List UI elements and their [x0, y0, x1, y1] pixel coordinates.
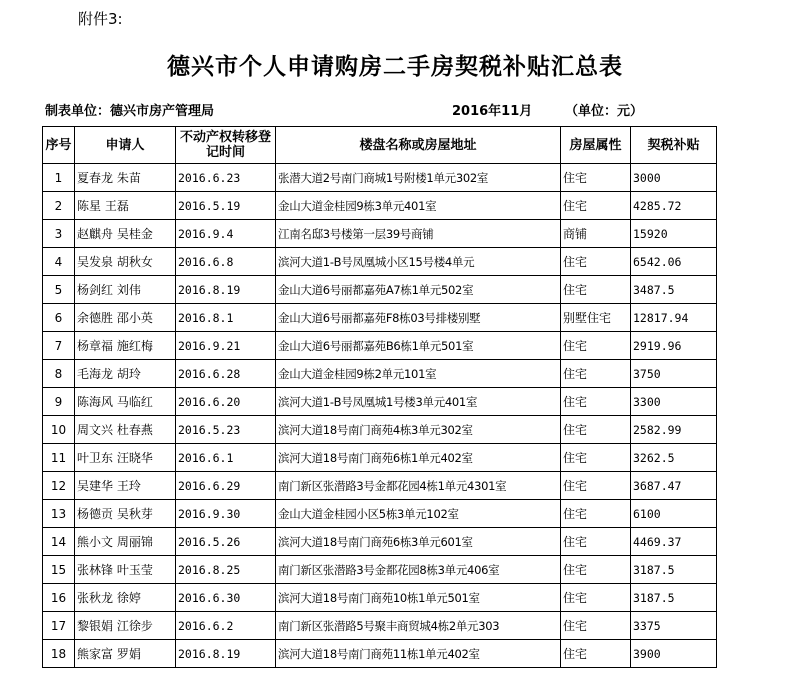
cell-index: 17 — [43, 612, 75, 640]
cell-applicant: 杨章福 施红梅 — [75, 332, 176, 360]
cell-subsidy: 3187.5 — [631, 584, 717, 612]
cell-date: 2016.5.23 — [176, 416, 276, 444]
currency-unit: （单位：元） — [565, 104, 644, 119]
issuing-unit: 制表单位：德兴市房产管理局 — [45, 104, 215, 119]
cell-subsidy: 15920 — [631, 220, 717, 248]
cell-index: 8 — [43, 360, 75, 388]
cell-index: 5 — [43, 276, 75, 304]
cell-applicant: 杨德贡 吴秋芽 — [75, 500, 176, 528]
cell-date: 2016.6.20 — [176, 388, 276, 416]
cell-date: 2016.5.19 — [176, 192, 276, 220]
cell-date: 2016.6.28 — [176, 360, 276, 388]
cell-address: 滨河大道18号南门商苑10栋1单元501室 — [276, 584, 561, 612]
cell-index: 2 — [43, 192, 75, 220]
cell-index: 7 — [43, 332, 75, 360]
table-row — [43, 360, 717, 388]
cell-type: 住宅 — [561, 472, 631, 500]
cell-subsidy: 3750 — [631, 360, 717, 388]
cell-type: 住宅 — [561, 612, 631, 640]
cell-applicant: 周文兴 杜春燕 — [75, 416, 176, 444]
table-row — [43, 444, 717, 472]
cell-address: 滨河大道1-B号凤凰城小区15号楼4单元 — [276, 248, 561, 276]
cell-date: 2016.6.23 — [176, 164, 276, 192]
cell-date: 2016.8.25 — [176, 556, 276, 584]
cell-subsidy: 3300 — [631, 388, 717, 416]
cell-date: 2016.6.8 — [176, 248, 276, 276]
cell-address: 江南名邸3号楼第一层39号商铺 — [276, 220, 561, 248]
table-row — [43, 528, 717, 556]
cell-date: 2016.9.4 — [176, 220, 276, 248]
cell-date: 2016.6.1 — [176, 444, 276, 472]
cell-applicant: 余德胜 邵小英 — [75, 304, 176, 332]
table-row — [43, 584, 717, 612]
cell-index: 4 — [43, 248, 75, 276]
cell-index: 15 — [43, 556, 75, 584]
cell-address: 滨河大道18号南门商苑6栋3单元601室 — [276, 528, 561, 556]
cell-date: 2016.8.19 — [176, 640, 276, 668]
attachment-label: 附件3: — [78, 10, 123, 28]
cell-index: 11 — [43, 444, 75, 472]
cell-address: 金山大道6号丽都嘉苑F8栋03号排楼别墅 — [276, 304, 561, 332]
cell-type: 住宅 — [561, 416, 631, 444]
cell-subsidy: 6100 — [631, 500, 717, 528]
cell-applicant: 吴建华 王玲 — [75, 472, 176, 500]
cell-type: 住宅 — [561, 192, 631, 220]
cell-address: 张潜大道2号南门商城1号附楼1单元302室 — [276, 164, 561, 192]
cell-index: 18 — [43, 640, 75, 668]
cell-address: 金山大道6号丽都嘉苑A7栋1单元502室 — [276, 276, 561, 304]
cell-subsidy: 3900 — [631, 640, 717, 668]
cell-index: 10 — [43, 416, 75, 444]
cell-type: 住宅 — [561, 500, 631, 528]
table-row — [43, 276, 717, 304]
cell-applicant: 杨剑红 刘伟 — [75, 276, 176, 304]
cell-applicant: 张秋龙 徐婷 — [75, 584, 176, 612]
cell-type: 住宅 — [561, 556, 631, 584]
cell-type: 住宅 — [561, 640, 631, 668]
cell-applicant: 夏春龙 朱苗 — [75, 164, 176, 192]
column-header-date: 不动产权转移登记时间 — [176, 127, 276, 164]
table-row — [43, 416, 717, 444]
cell-applicant: 黎银娟 江徐步 — [75, 612, 176, 640]
cell-address: 滨河大道18号南门商苑4栋3单元302室 — [276, 416, 561, 444]
table-row — [43, 164, 717, 192]
cell-type: 住宅 — [561, 332, 631, 360]
cell-address: 金山大道金桂园小区5栋3单元102室 — [276, 500, 561, 528]
cell-type: 住宅 — [561, 584, 631, 612]
table-row — [43, 500, 717, 528]
table-row — [43, 640, 717, 668]
column-header-index: 序号 — [43, 127, 75, 164]
cell-subsidy: 4285.72 — [631, 192, 717, 220]
column-header-subsidy: 契税补贴 — [631, 127, 717, 164]
cell-address: 南门新区张潜路3号金都花园8栋3单元406室 — [276, 556, 561, 584]
table-row — [43, 472, 717, 500]
cell-index: 9 — [43, 388, 75, 416]
cell-date: 2016.9.30 — [176, 500, 276, 528]
cell-type: 住宅 — [561, 528, 631, 556]
cell-applicant: 熊小文 周丽锦 — [75, 528, 176, 556]
column-header-applicant: 申请人 — [75, 127, 176, 164]
cell-address: 滨河大道1-B号凤凰城1号楼3单元401室 — [276, 388, 561, 416]
cell-type: 住宅 — [561, 164, 631, 192]
cell-address: 金山大道6号丽都嘉苑B6栋1单元501室 — [276, 332, 561, 360]
cell-date: 2016.6.2 — [176, 612, 276, 640]
report-date: 2016年11月 — [452, 104, 533, 119]
cell-applicant: 叶卫东 汪晓华 — [75, 444, 176, 472]
cell-subsidy: 6542.06 — [631, 248, 717, 276]
cell-subsidy: 4469.37 — [631, 528, 717, 556]
cell-date: 2016.6.30 — [176, 584, 276, 612]
cell-index: 16 — [43, 584, 75, 612]
table-header-row — [43, 127, 717, 164]
cell-type: 住宅 — [561, 360, 631, 388]
cell-applicant: 赵麒舟 吴桂金 — [75, 220, 176, 248]
cell-address: 南门新区张潜路3号金都花园4栋1单元4301室 — [276, 472, 561, 500]
cell-subsidy: 3687.47 — [631, 472, 717, 500]
cell-date: 2016.6.29 — [176, 472, 276, 500]
column-header-address: 楼盘名称或房屋地址 — [276, 127, 561, 164]
cell-subsidy: 12817.94 — [631, 304, 717, 332]
cell-subsidy: 3487.5 — [631, 276, 717, 304]
cell-type: 住宅 — [561, 248, 631, 276]
cell-applicant: 陈海风 马临红 — [75, 388, 176, 416]
table-row — [43, 332, 717, 360]
cell-subsidy: 3375 — [631, 612, 717, 640]
cell-applicant: 毛海龙 胡玲 — [75, 360, 176, 388]
cell-applicant: 陈星 王磊 — [75, 192, 176, 220]
cell-subsidy: 3187.5 — [631, 556, 717, 584]
column-header-type: 房屋属性 — [561, 127, 631, 164]
cell-date: 2016.5.26 — [176, 528, 276, 556]
table-row — [43, 304, 717, 332]
table-row — [43, 192, 717, 220]
cell-applicant: 吴发泉 胡秋女 — [75, 248, 176, 276]
cell-address: 南门新区张潜路5号聚丰商贸城4栋2单元303 — [276, 612, 561, 640]
cell-subsidy: 3000 — [631, 164, 717, 192]
subsidy-table — [42, 126, 717, 668]
cell-address: 金山大道金桂园9栋3单元401室 — [276, 192, 561, 220]
cell-address: 滨河大道18号南门商苑11栋1单元402室 — [276, 640, 561, 668]
cell-applicant: 熊家富 罗娟 — [75, 640, 176, 668]
table-row — [43, 612, 717, 640]
cell-index: 3 — [43, 220, 75, 248]
cell-type: 住宅 — [561, 444, 631, 472]
table-row — [43, 388, 717, 416]
cell-index: 13 — [43, 500, 75, 528]
table-row — [43, 556, 717, 584]
cell-index: 14 — [43, 528, 75, 556]
table-row — [43, 220, 717, 248]
table-row — [43, 248, 717, 276]
page-title: 德兴市个人申请购房二手房契税补贴汇总表 — [167, 53, 623, 80]
cell-date: 2016.8.1 — [176, 304, 276, 332]
cell-subsidy: 2582.99 — [631, 416, 717, 444]
cell-type: 商铺 — [561, 220, 631, 248]
cell-index: 6 — [43, 304, 75, 332]
cell-type: 住宅 — [561, 276, 631, 304]
cell-date: 2016.8.19 — [176, 276, 276, 304]
cell-address: 金山大道金桂园9栋2单元101室 — [276, 360, 561, 388]
cell-type: 住宅 — [561, 388, 631, 416]
cell-applicant: 张林锋 叶玉莹 — [75, 556, 176, 584]
cell-address: 滨河大道18号南门商苑6栋1单元402室 — [276, 444, 561, 472]
cell-index: 1 — [43, 164, 75, 192]
cell-index: 12 — [43, 472, 75, 500]
cell-subsidy: 3262.5 — [631, 444, 717, 472]
cell-type: 别墅住宅 — [561, 304, 631, 332]
cell-date: 2016.9.21 — [176, 332, 276, 360]
cell-subsidy: 2919.96 — [631, 332, 717, 360]
table-body — [43, 164, 717, 668]
